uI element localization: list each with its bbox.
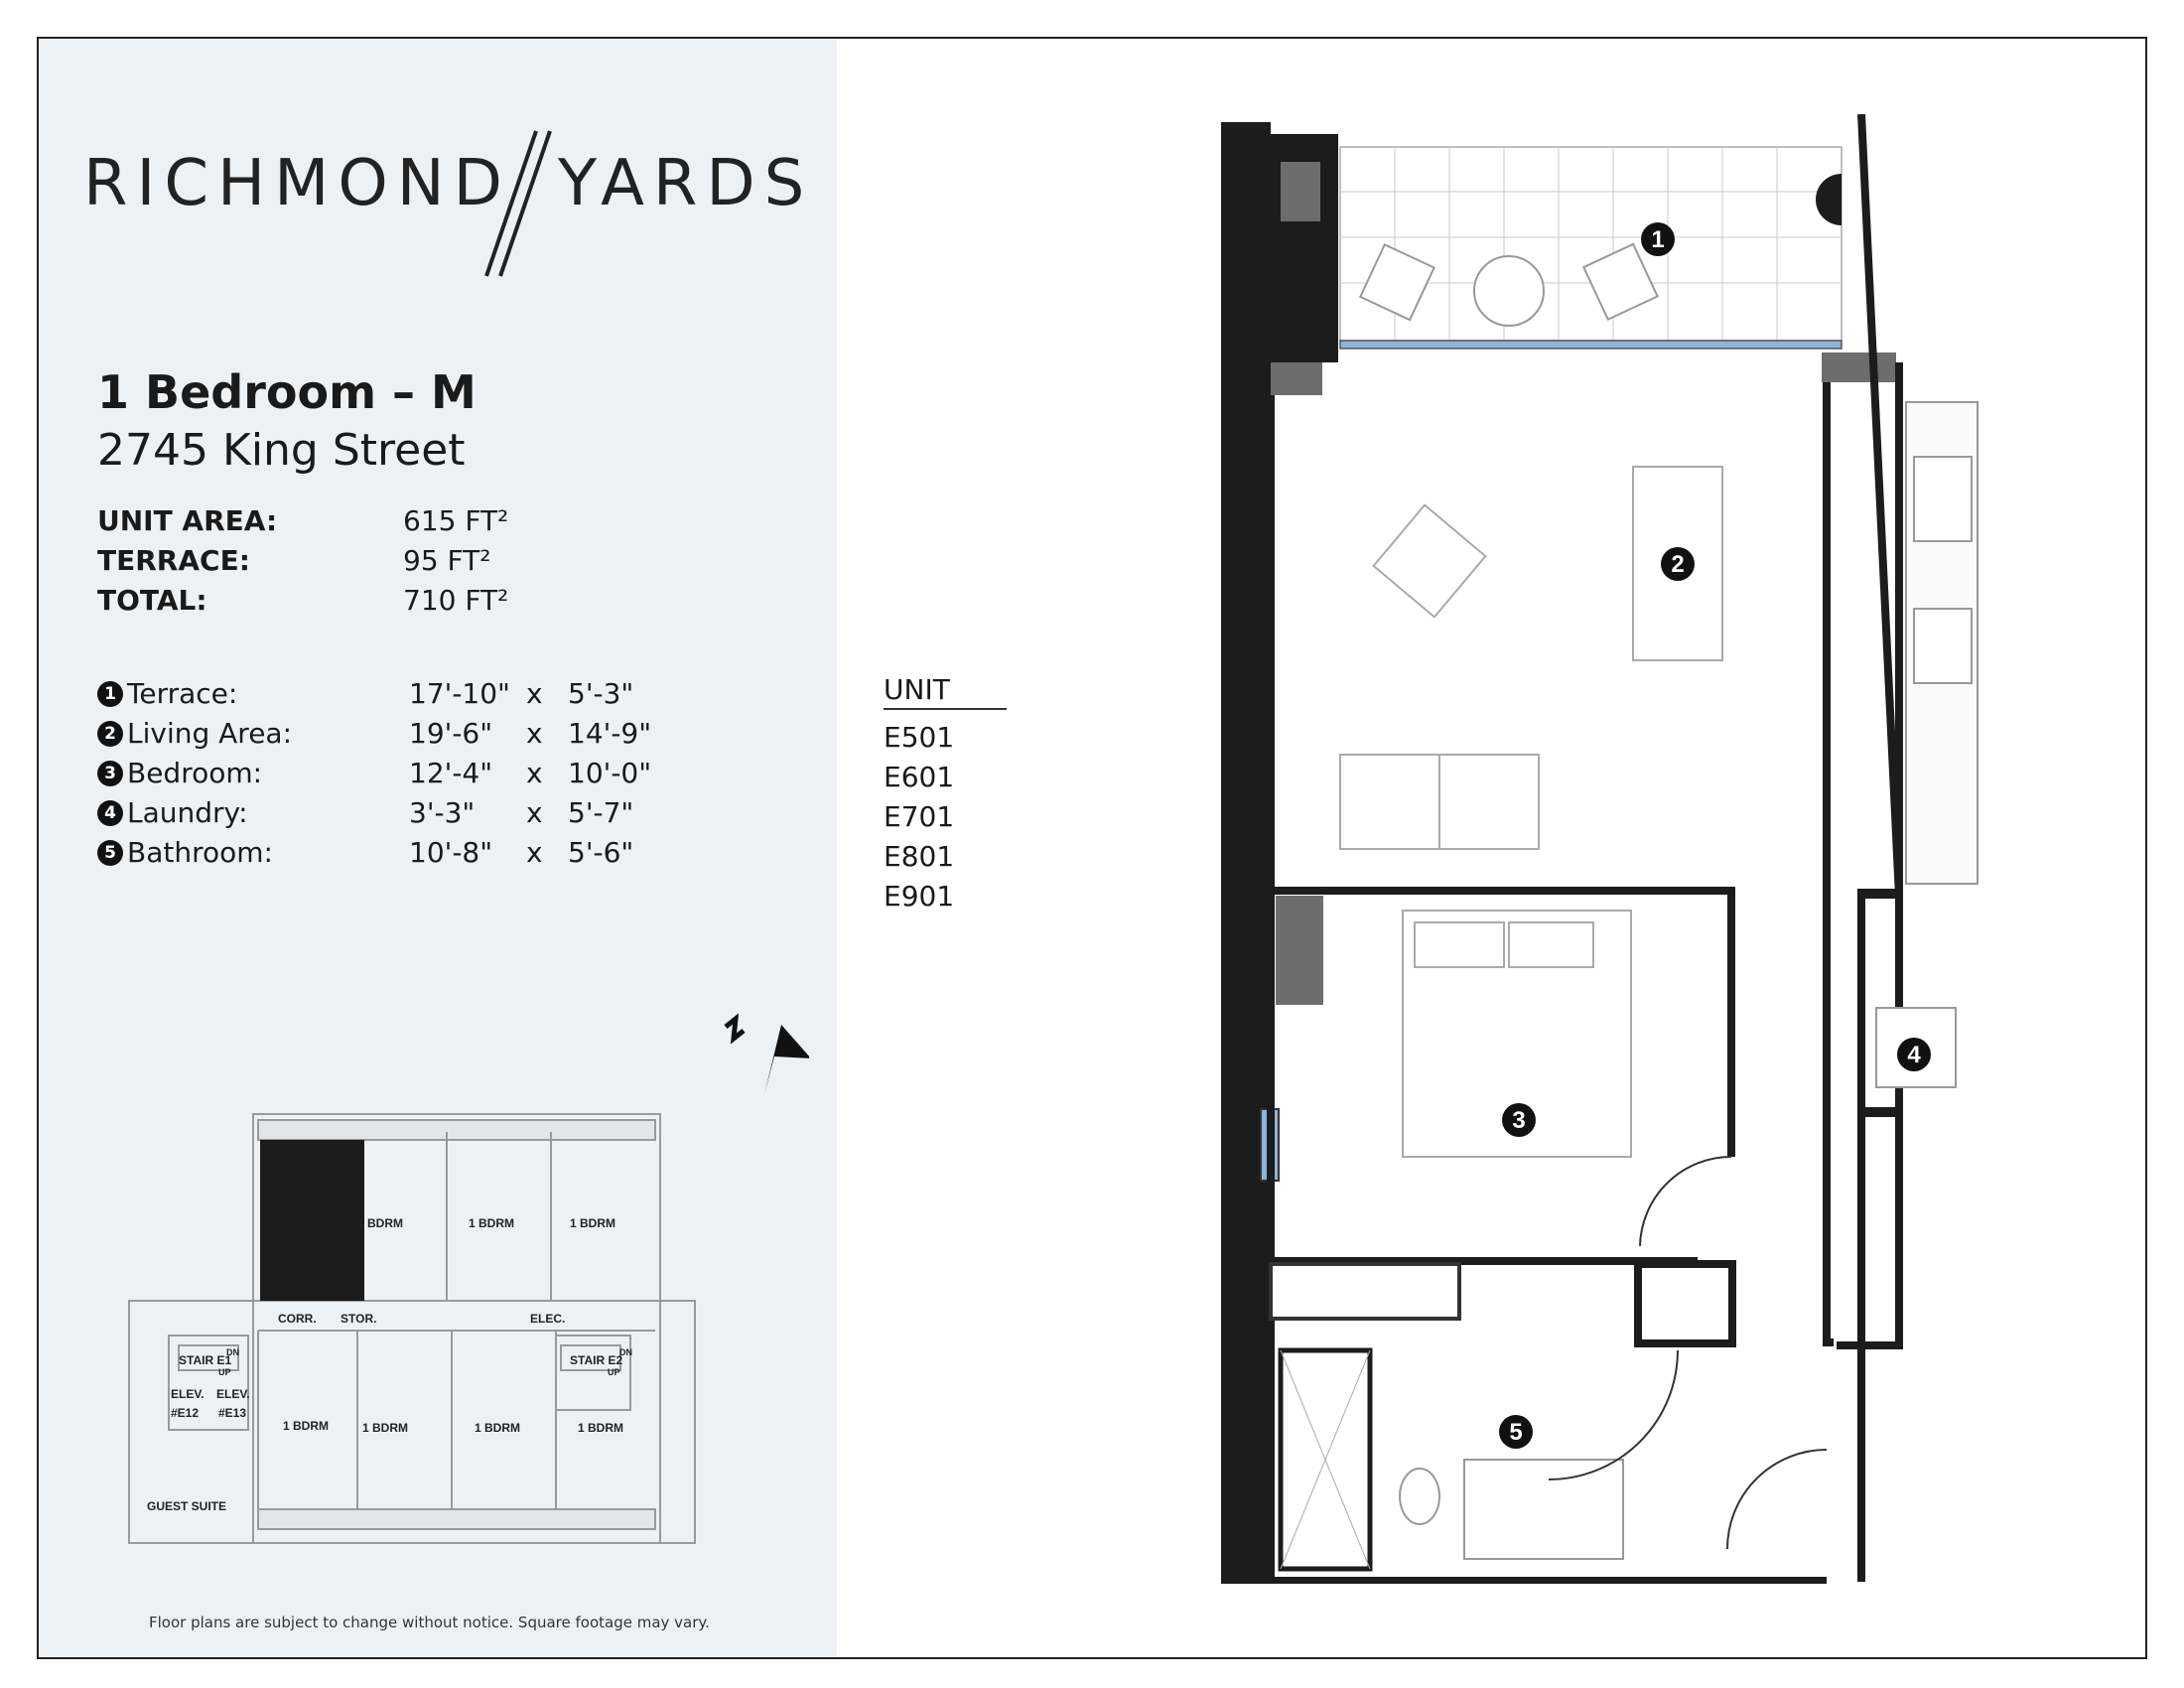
unit-list-item: E901	[884, 880, 955, 913]
unit-address: 2745 King Street	[97, 425, 466, 476]
room-name: Bedroom:	[127, 757, 263, 789]
room-number-badge: 3	[97, 761, 123, 786]
brand-name-right: YARDS	[558, 147, 814, 220]
north-arrow-icon	[720, 1013, 809, 1102]
exterior-wall	[1221, 122, 1271, 1584]
key-plan-label: STAIR E2	[570, 1353, 623, 1367]
area-label: TOTAL:	[97, 584, 207, 617]
unit-list-item: E801	[884, 840, 955, 873]
key-plan-label: 1 BDRM	[357, 1216, 404, 1230]
room-name: Laundry:	[127, 796, 248, 829]
key-plan-label: 1 BDRM	[578, 1421, 624, 1435]
room-number-badge: 5	[97, 840, 123, 866]
marker-laundry: 4	[1907, 1042, 1921, 1068]
marker-living: 2	[1671, 551, 1685, 578]
key-plan-label: ELEV.	[216, 1387, 250, 1401]
room-row-living	[97, 717, 693, 753]
room-row-bathroom	[97, 836, 693, 872]
marker-bedroom: 3	[1512, 1107, 1526, 1134]
room-times: x	[526, 757, 543, 789]
room-width: 10'-8"	[409, 836, 493, 869]
room-name: Terrace:	[127, 677, 238, 710]
room-depth: 5'-3"	[568, 677, 634, 710]
key-plan-label: STOR.	[341, 1312, 377, 1326]
room-row-laundry	[97, 796, 693, 832]
room-times: x	[526, 677, 543, 710]
key-plan-label: DN	[619, 1347, 632, 1357]
room-number-badge: 4	[97, 800, 123, 826]
key-plan-label: DN	[226, 1347, 239, 1357]
room-depth: 14'-9"	[568, 717, 652, 750]
disclaimer: Floor plans are subject to change without notice. Square footage may vary.	[149, 1614, 710, 1631]
room-width: 17'-10"	[409, 677, 510, 710]
room-depth: 5'-6"	[568, 836, 634, 869]
brand-logo	[83, 129, 814, 278]
key-plan-label: ELEC.	[530, 1312, 566, 1326]
key-plan-label: 1 BDRM	[283, 1419, 330, 1433]
key-plan-label: CORR.	[278, 1312, 317, 1326]
area-label: TERRACE:	[97, 544, 250, 577]
room-number-badge: 2	[97, 721, 123, 747]
room-width: 12'-4"	[409, 757, 493, 789]
room-row-bedroom	[97, 757, 693, 792]
room-name: Living Area:	[127, 717, 293, 750]
area-value: 615 FT²	[403, 504, 509, 537]
room-times: x	[526, 796, 543, 829]
key-plan-label: UP	[608, 1367, 620, 1377]
unit-list	[884, 673, 1007, 916]
unit-title: 1 Bedroom – M	[97, 365, 477, 419]
key-plan-label: #E13	[218, 1406, 247, 1420]
key-plan-label: 1 BDRM	[469, 1216, 515, 1230]
unit-list-item: E501	[884, 721, 955, 754]
key-plan-label: 1 BDRM	[475, 1421, 521, 1435]
unit-list-item: E701	[884, 800, 955, 833]
area-value: 710 FT²	[403, 584, 509, 617]
room-width: 3'-3"	[409, 796, 476, 829]
key-plan	[119, 1102, 705, 1549]
room-number-badge: 1	[97, 681, 123, 707]
unit-list-item: E601	[884, 761, 955, 793]
room-name: Bathroom:	[127, 836, 273, 869]
room-depth: 5'-7"	[568, 796, 634, 829]
bathroom	[1281, 1350, 1827, 1569]
brand-name-left: RICHMOND	[83, 147, 511, 220]
bedroom	[1276, 896, 1731, 1246]
key-plan-label: ELEV.	[171, 1387, 205, 1401]
key-plan-label: UP	[218, 1367, 231, 1377]
room-width: 19'-6"	[409, 717, 493, 750]
key-plan-label: 1 BDRM	[362, 1421, 409, 1435]
living-furniture	[1340, 467, 1722, 849]
kitchen	[1906, 402, 1978, 884]
key-plan-label: #E12	[171, 1406, 200, 1420]
unit-list-heading: UNIT	[884, 673, 1007, 710]
logo-slash-icon	[478, 129, 558, 278]
room-times: x	[526, 836, 543, 869]
area-label: UNIT AREA:	[97, 504, 278, 537]
marker-bathroom: 5	[1509, 1419, 1523, 1446]
room-times: x	[526, 717, 543, 750]
key-plan-label: GUEST SUITE	[147, 1499, 227, 1513]
terrace	[1340, 147, 1842, 349]
key-plan-label: 1 BDRM	[570, 1216, 616, 1230]
key-plan-label: STAIR E1	[179, 1353, 232, 1367]
room-depth: 10'-0"	[568, 757, 652, 789]
floor-plan	[1191, 114, 2035, 1584]
room-row-terrace	[97, 677, 693, 713]
area-value: 95 FT²	[403, 544, 491, 577]
marker-terrace: 1	[1651, 226, 1665, 253]
